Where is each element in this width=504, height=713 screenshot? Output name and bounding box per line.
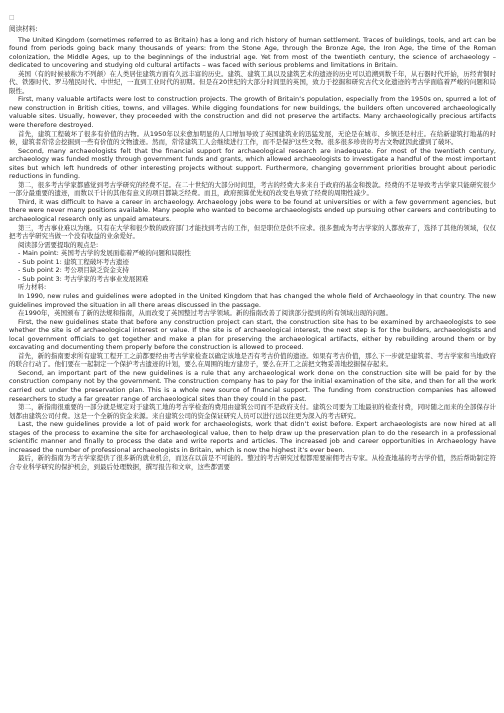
page-top-marker: □ xyxy=(9,14,15,21)
paragraph-en-listening-intro: In 1990, new rules and guidelines were adopted in the United Kingdom that has changed the whole field of Archaeology in that country. The new guidelines improved the situation in all there areas discussed in the passage. xyxy=(9,291,496,309)
main-point-line: - Main point: 英国考古学的发展面临着严峻的问题和局限性 xyxy=(18,249,191,258)
paragraph-zh-first: 首先，建筑工程破坏了很多有价值的古物。从1950年以来愈加明显的人口增加导致了英国建筑业的迅猛发展，无论是在城市、乡镇还是村庄。在给新建筑打地基的时候，建筑者常常会挖掘到一些有价值的文物遗迹。然而，常常建筑工人会继续进行工作，而不是保护这些文物。很多很多珍贵的考古文物就因此遭到了破坏。 xyxy=(9,129,496,147)
paragraph-zh-listening-first: 首先，新的指南要求所有建筑工程开工之前都要经由考古学家检查以确定该地是否有考古价值的遗迹。如果有考古价值，那么下一步就是建筑者、考古学家和当地政府的联合行动了。他们要在一起制定一个保护考古遗迹的计划，要么在周围的地方建房子，要么在开工之前把文物妥善地挖掘保存起来。 xyxy=(9,351,496,369)
sub-point-2-line: - Sub point 2: 考公项目缺乏资金支持 xyxy=(18,266,129,275)
reading-material-heading: 阅读材料: xyxy=(9,25,38,33)
paragraph-zh-third: 第三，考古事业难以为继。只有在大学和很少数的政府部门才能找到考古的工作，但是职位是供不应求。很多想成为考古学家的人都放弃了，选择了其他的领域，仅仅把考古学研究当做一个没有收益的业余爱好。 xyxy=(9,223,496,241)
paragraph-en-listening-second: Second, an important part of the new guidelines is a rule that any archaeological work done on the construction site will be paid for by the construction company not by the government. The construction company has to pay for the initial examination of the site, and then for all the work carried out under the preservation plan. This is a whole new source of financial support. The funding from construction companies has allowed researchers to study a far greater range of archaeological sites than they could in the past. xyxy=(9,368,496,403)
paragraph-en-third: Third, it was difficult to have a career in archaeology. Archaeology jobs were to be found at universities or with a few government agencies, but there were never many positions available. Many people who wanted to become archaeologists ended up pursuing other careers and contributing to archaeological research only as unpaid amateurs. xyxy=(9,197,496,224)
paragraph-zh-listening-second: 第二，新指南很重要的一部分就是规定对于建筑工地的考古学检查的费用由建筑公司而不是政府支付。建筑公司要为工地最初的检查付费，同时随之而来的全部保存计划都由建筑公司付费。这是一个全新的资金来源。来自建筑公司的资金保证研究人员可以进行远以往更为深入的考古研究。 xyxy=(9,403,496,420)
sub-point-3-line: - Sub point 3: 考古学家的考古事业发展困难 xyxy=(18,274,149,283)
paragraph-en-first: First, many valuable artifacts were lost to construction projects. The growth of Britain’s population, especially from the 1950s on, spurred a lot of new construction in British cities, towns, and villages. While digging foundations for new buildings, the builders often uncovered archaeologically valuable sites. Usually, however, they proceeded with the construction and did not preserve the artifacts. Many archaeologically precious artifacts were therefore destroyed. xyxy=(9,95,496,130)
paragraph-zh-second: 第二，很多考古学家都感觉到考古学研究的经费不足。在二十世纪的大部分时间里，考古的经费大多来自于政府的基金和拨款。经费的不足导致考古学家只能研究很少一部分最重要的遗迹，而数以千计的其他有意义的项目都缺乏经费。而且，政府预算优先权的改变也导致了经费的周期性减少。 xyxy=(9,180,496,198)
paragraph-zh-intro: 英国（有的时候被称为不列颠）在人类居住建筑方面有久远丰富的历史。建筑、建筑工具以及建筑艺术的遗迹的历史可以追溯到数千年，从石器时代开始，历经青铜时代、铁器时代、罗马殖民时代、中世纪，一直到工业时代的初期。但是在20世纪的大部分时间里的英国，致力于挖掘和研究古代文化遗迹的考古学面临着严峻的问题和局限性。 xyxy=(9,69,496,95)
sub-point-1-line: - Sub point 1: 建筑工程破坏考古遗迹 xyxy=(18,257,129,266)
document-page xyxy=(9,0,496,471)
paragraph-en-listening-last: Last, the new guidelines provide a lot of paid work for archaeologists, work that didn’t exist before. Expert archaeologists are now hired at all stages of the process to examine the site for archaeological value, then to help draw up the preservation plan to do the research in a professional scientific manner and finally to process the date and write reports and articles. The increased job and career opportunities in Archaeology have increased the number of professional archaeologists in Britain, which is now the highest it’s ever been. xyxy=(9,420,496,454)
paragraph-en-second: Second, many archaeologists felt that the financial support for archaeological research are inadequate. For most of the twentieth century, archaeology was funded mostly through government funds and grants, which allowed archaeologists to investigate a handful of the most important sites but which left hundreds of other interesting projects without support. Furthermore, changing government priorities brought about periodic reductions in funding. xyxy=(9,146,496,181)
reading-points-intro: 阅读部分需要提取的观点是: xyxy=(18,240,99,249)
paragraph-zh-listening-intro: 在1990年，英国颁布了新的法规和指南，从而改变了英国整过考古学领域。新的指南改善了阅读部分提到的所有领域出现的问题。 xyxy=(18,309,393,318)
paragraph-en-intro: The United Kingdom (sometimes referred to as Britain) has a long and rich history of human settlement. Traces of buildings, tools, and art can be found from periods going back many thousands of years: from the Stone Age, through the Bronze Age, the Iron Age, the time of the Roman colonization, the Middle Ages, up to the beginnings of the industrial age. Yet from most of the twentieth century, the science of archaeology – dedicated to uncovering and studying old cultural artifacts – was faced with serious problems and limitations in Britain. xyxy=(9,35,496,70)
paragraph-en-listening-first: First, the new guidelines state that before any construction project can start, the construction site has to be examined by archaeologists to see whether the site is of archaeological interest or value. If the site is of archaeological interest, the next step is for the builders, archaeologists and local government officials to get together and make a plan for preserving the archaeological artifacts, either by rebuilding around them or by excavating and documenting them properly before the construction is allowed to proceed. xyxy=(9,317,496,352)
listening-material-heading: 听力材料: xyxy=(18,283,47,292)
paragraph-zh-listening-last: 最后，新的指南为考古学家提供了很多新的就业机会，而这在以前是不可能的。整过的考古研究过程都需要雇佣考古专家。从检查地基的考古学价值，然后帮助制定符合专业科学研究的保护机会，到最后处理数据，撰写报告和文章，这些都需要 xyxy=(9,454,496,471)
